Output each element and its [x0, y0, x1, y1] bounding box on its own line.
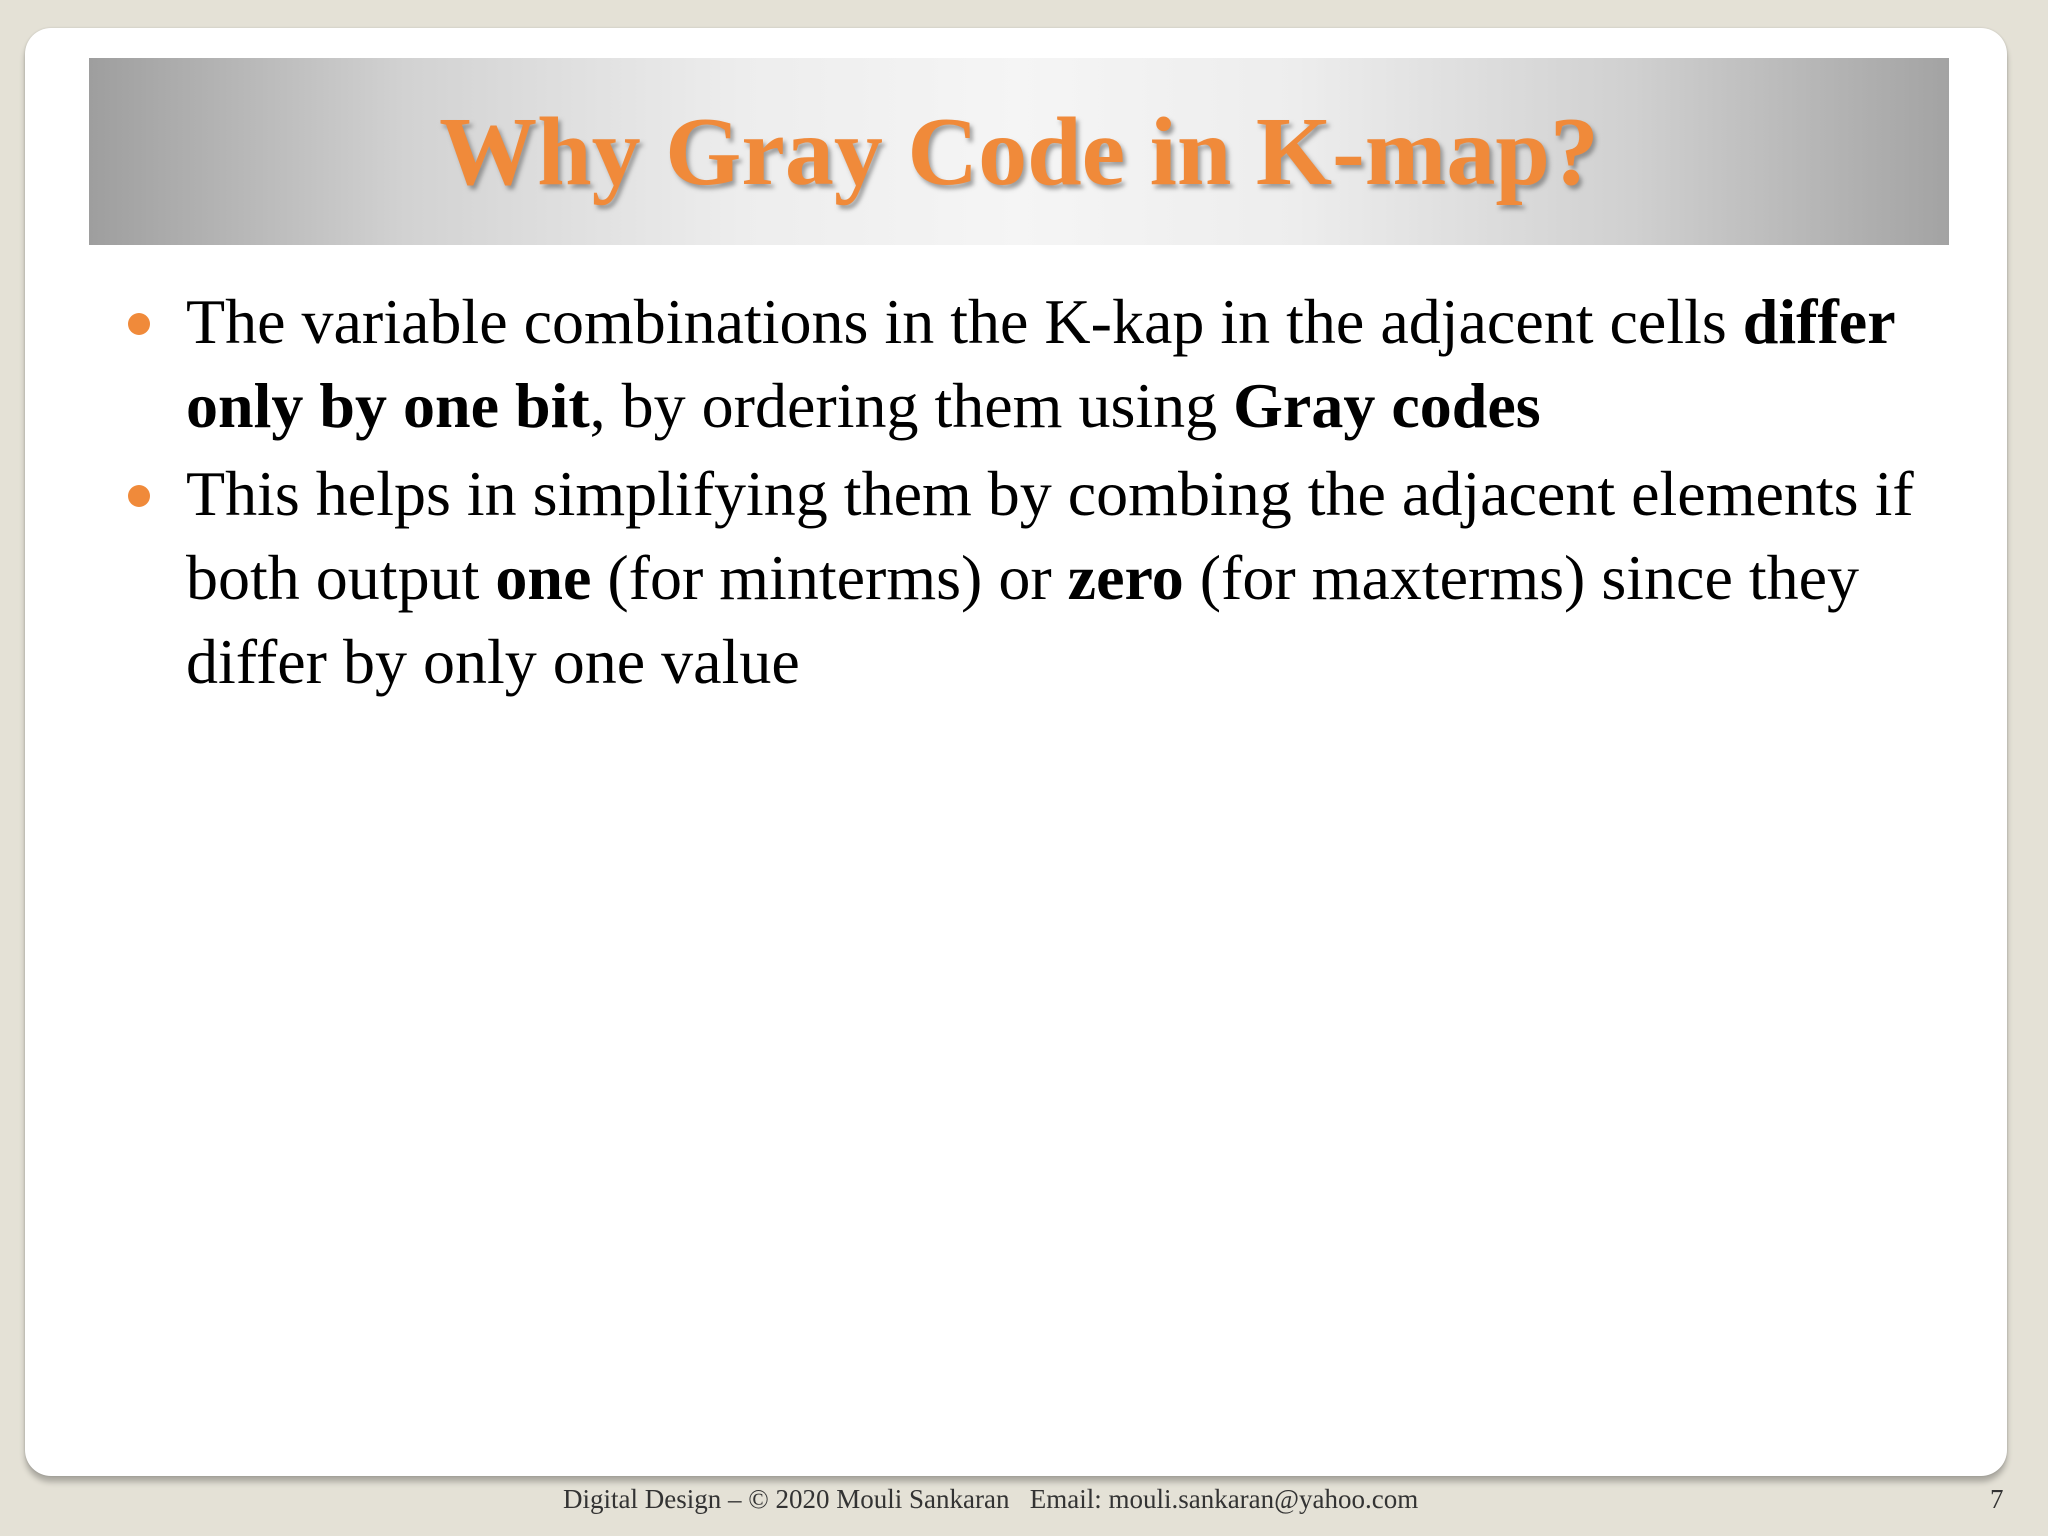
bullet-item-1 [186, 280, 1946, 448]
bullet-text: The variable combinations in the K-kap in the adjacent cells [186, 286, 1743, 357]
bullet-dot-icon [128, 313, 150, 335]
slide-title: Why Gray Code in K-map? [439, 97, 1599, 206]
bullet-bold-text: Gray codes [1233, 370, 1541, 441]
bullet-text: (for maxterms) since they differ by only one value [186, 542, 1860, 697]
footer-text: Digital Design – © 2020 Mouli Sankaran Email: mouli.sankaran@yahoo.com [563, 1484, 1419, 1514]
bullet-text: This helps in simplifying them by combing the adjacent elements if both output [186, 458, 1914, 613]
bullet-text: , by ordering them using [589, 370, 1234, 441]
bullet-text: (for minterms) or [591, 542, 1068, 613]
slide-footer [0, 1484, 2048, 1524]
bullet-bold-text: one [495, 542, 592, 613]
bullet-dot-icon [128, 485, 150, 507]
title-bar [89, 58, 1949, 245]
slide-card [25, 28, 2007, 1476]
bullet-bold-text: differ only by one bit [186, 286, 1895, 441]
bullet-item-2 [186, 452, 1946, 704]
bullet-bold-text: zero [1067, 542, 1184, 613]
slide-number: 7 [1990, 1484, 2004, 1514]
